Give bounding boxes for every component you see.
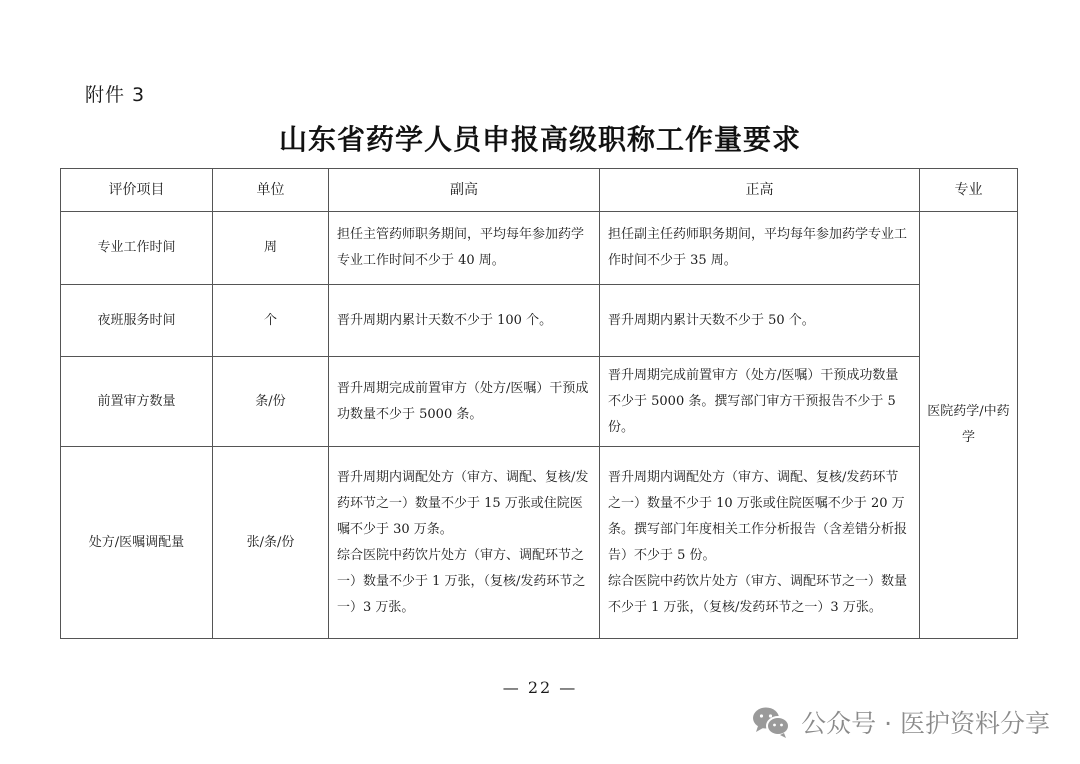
page-number: — 22 — [502,678,578,697]
table-row [61,285,1018,357]
row-unit: 条/份 [213,357,329,447]
row-zhenggao: 晋升周期内调配处方（审方、调配、复核/发药环节之一）数量不少于 10 万张或住院医嘱不少于 20 万条。撰写部门年度相关工作分析报告（含差错分析报告）不少于 5 份。 综合医院中药饮片处方（审方、调配环节之一）数量不少于 1 万张，（复核/发药环节之一）3 万张。 [600,447,920,639]
specialty-cell: 医院药学/中药学 [920,212,1018,639]
document-title: 山东省药学人员申报高级职称工作量要求 [278,123,801,156]
row-item: 夜班服务时间 [61,285,213,357]
row-fugao: 担任主管药师职务期间，平均每年参加药学专业工作时间不少于 40 周。 [329,212,600,285]
row-zhenggao: 晋升周期内累计天数不少于 50 个。 [600,285,920,357]
workload-table [60,168,1018,639]
table-row [61,357,1018,447]
row-unit: 周 [213,212,329,285]
table-row [61,447,1018,639]
header-unit: 单位 [213,169,329,212]
row-item: 前置审方数量 [61,357,213,447]
row-unit: 张/条/份 [213,447,329,639]
header-zhenggao: 正高 [600,169,920,212]
table-row [61,212,1018,285]
row-fugao: 晋升周期内累计天数不少于 100 个。 [329,285,600,357]
header-fugao: 副高 [329,169,600,212]
row-item: 专业工作时间 [61,212,213,285]
watermark [751,700,1050,744]
watermark-text: 公众号 · 医护资料分享 [801,709,1050,738]
row-fugao: 晋升周期完成前置审方（处方/医嘱）干预成功数量不少于 5000 条。 [329,357,600,447]
row-unit: 个 [213,285,329,357]
row-fugao: 晋升周期内调配处方（审方、调配、复核/发药环节之一）数量不少于 15 万张或住院医嘱不少于 30 万条。 综合医院中药饮片处方（审方、调配环节之一）数量不少于 1 万张，（复核/发药环节之一）3 万张。 [329,447,600,639]
attachment-label: 附件 3 [85,84,146,106]
table-header-row [61,169,1018,212]
wechat-icon [751,705,791,739]
row-item: 处方/医嘱调配量 [61,447,213,639]
header-specialty: 专业 [920,169,1018,212]
header-item: 评价项目 [61,169,213,212]
row-zhenggao: 担任副主任药师职务期间，平均每年参加药学专业工作时间不少于 35 周。 [600,212,920,285]
row-zhenggao: 晋升周期完成前置审方（处方/医嘱）干预成功数量不少于 5000 条。撰写部门审方干预报告不少于 5 份。 [600,357,920,447]
